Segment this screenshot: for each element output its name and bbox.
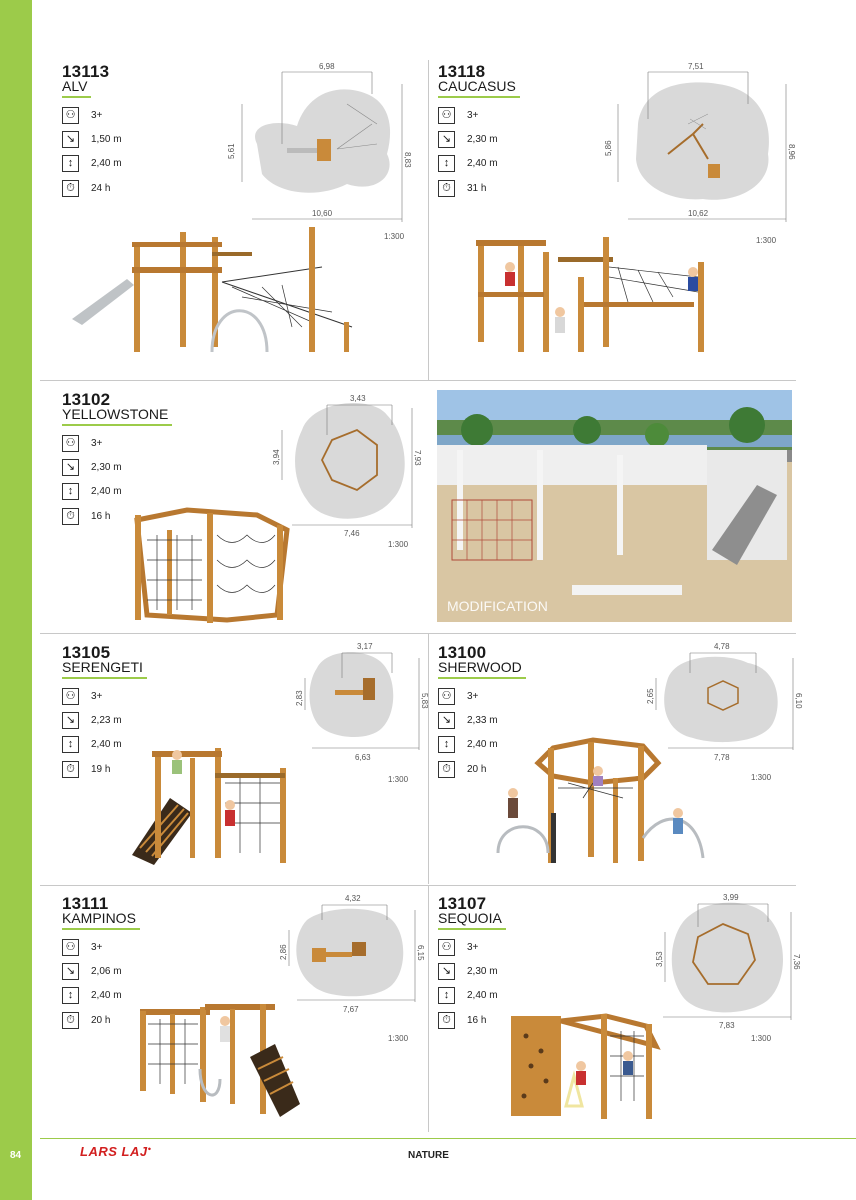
page-number: 84: [10, 1150, 22, 1161]
installation-time-icon: ⏱: [62, 761, 79, 778]
spec-install-time: ⏱ 16 h: [438, 1011, 486, 1030]
product-code: 13111: [62, 894, 109, 913]
spec-install-time: ⏱ 16 h: [62, 507, 110, 526]
installation-time-icon: ⏱: [62, 508, 79, 525]
scale-label: 1:300: [388, 540, 409, 549]
spec-fall-height: ↘ 2,30 m: [62, 458, 122, 477]
spec-free-height: ↕ 2,40 m: [438, 986, 498, 1005]
scale-label: 1:300: [751, 1034, 772, 1043]
svg-text:7,78: 7,78: [714, 753, 730, 762]
svg-text:8,96: 8,96: [787, 144, 796, 160]
svg-text:10,62: 10,62: [688, 209, 709, 218]
age-icon: ⚇: [438, 688, 455, 705]
product-render: [506, 1006, 666, 1126]
svg-text:6,63: 6,63: [355, 753, 371, 762]
spec-fall-height: ↘ 2,33 m: [438, 711, 498, 730]
spec-fall-height: ↘ 2,23 m: [62, 711, 122, 730]
svg-text:3,43: 3,43: [350, 394, 366, 403]
free-space-height-icon: ↕: [62, 987, 79, 1004]
brand-logo: LARS LAJ●: [80, 1144, 152, 1159]
product-name: CAUCASUS: [438, 78, 520, 98]
product-render: [127, 505, 297, 625]
footer-line: [40, 1138, 856, 1139]
age-icon: ⚇: [62, 107, 79, 124]
photo-image: [437, 390, 792, 622]
scale-label: 1:300: [388, 775, 409, 784]
free-space-height-icon: ↕: [438, 155, 455, 172]
product-code: 13100: [438, 643, 487, 662]
product-13107: [438, 893, 801, 1134]
svg-text:3,53: 3,53: [655, 951, 664, 967]
free-space-height-icon: ↕: [62, 483, 79, 500]
svg-text:5,86: 5,86: [604, 140, 613, 156]
product-code: 13107: [438, 894, 487, 913]
age-icon: ⚇: [62, 939, 79, 956]
installation-time-icon: ⏱: [62, 180, 79, 197]
age-icon: ⚇: [438, 107, 455, 124]
product-name: ALV: [62, 78, 91, 98]
spec-age: ⚇ 3+: [62, 938, 102, 957]
product-render: [130, 743, 290, 868]
spec-install-time: ⏱ 24 h: [62, 179, 110, 198]
svg-text:2,65: 2,65: [646, 688, 655, 704]
installation-time-icon: ⏱: [62, 1012, 79, 1029]
svg-text:7,36: 7,36: [792, 954, 801, 970]
spec-age: ⚇ 3+: [62, 106, 102, 125]
spec-free-height: ↕ 2,40 m: [62, 986, 122, 1005]
svg-text:7,93: 7,93: [413, 450, 422, 466]
product-name: YELLOWSTONE: [62, 406, 172, 426]
free-space-height-icon: ↕: [438, 736, 455, 753]
svg-text:7,83: 7,83: [719, 1021, 735, 1030]
fall-height-icon: ↘: [62, 712, 79, 729]
free-space-height-icon: ↕: [62, 155, 79, 172]
spec-install-time: ⏱ 20 h: [438, 760, 486, 779]
row-divider: [40, 885, 796, 886]
plan-diagram: [227, 62, 427, 224]
product-render: [458, 232, 758, 372]
product-render: [72, 227, 372, 377]
svg-text:6,10: 6,10: [794, 693, 803, 709]
spec-age: ⚇ 3+: [62, 434, 102, 453]
svg-text:3,17: 3,17: [357, 642, 373, 651]
installation-time-icon: ⏱: [438, 180, 455, 197]
svg-text:4,78: 4,78: [714, 642, 730, 651]
spec-fall-height: ↘ 2,06 m: [62, 962, 122, 981]
spec-free-height: ↕ 2,40 m: [62, 735, 122, 754]
spec-age: ⚇ 3+: [62, 687, 102, 706]
svg-text:7,67: 7,67: [343, 1005, 359, 1014]
product-13100: [438, 642, 803, 883]
spec-free-height: ↕ 2,40 m: [62, 154, 122, 173]
spec-free-height: ↕ 2,40 m: [62, 482, 122, 501]
product-name: SEQUOIA: [438, 910, 506, 930]
spec-free-height: ↕ 2,40 m: [438, 154, 498, 173]
row-divider: [40, 380, 796, 381]
scale-label: 1:300: [384, 232, 405, 241]
spec-install-time: ⏱ 20 h: [62, 1011, 110, 1030]
spec-fall-height: ↘ 2,30 m: [438, 962, 498, 981]
product-name: KAMPINOS: [62, 910, 140, 930]
product-render: [140, 999, 310, 1119]
svg-text:3,99: 3,99: [723, 893, 739, 902]
column-divider: [428, 634, 429, 884]
product-13118: [438, 62, 798, 378]
plan-diagram: [604, 62, 798, 224]
spec-fall-height: ↘ 2,30 m: [438, 130, 498, 149]
product-render: [493, 738, 718, 873]
registered-icon: ●: [147, 1146, 152, 1153]
age-icon: ⚇: [62, 435, 79, 452]
product-13102: [62, 390, 422, 630]
svg-text:6,15: 6,15: [416, 945, 425, 961]
column-divider: [428, 886, 429, 1132]
product-13111: [62, 894, 425, 1134]
scale-label: 1:300: [751, 773, 772, 782]
svg-text:2,83: 2,83: [295, 690, 304, 706]
svg-text:6,98: 6,98: [319, 62, 335, 71]
svg-text:7,51: 7,51: [688, 62, 704, 71]
svg-text:4,32: 4,32: [345, 894, 361, 903]
product-13113: [62, 62, 422, 378]
installation-photo: [437, 390, 792, 622]
svg-text:8,83: 8,83: [403, 152, 412, 168]
section-title: NATURE: [408, 1150, 449, 1161]
svg-text:7,46: 7,46: [344, 529, 360, 538]
fall-height-icon: ↘: [438, 131, 455, 148]
fall-height-icon: ↘: [438, 963, 455, 980]
product-code: 13105: [62, 643, 111, 662]
plan-diagram: [287, 638, 427, 768]
svg-text:10,60: 10,60: [312, 209, 333, 218]
free-space-height-icon: ↕: [62, 736, 79, 753]
fall-height-icon: ↘: [62, 459, 79, 476]
row-divider: [40, 633, 796, 634]
fall-height-icon: ↘: [62, 131, 79, 148]
scale-label: 1:300: [388, 1034, 409, 1043]
age-icon: ⚇: [438, 939, 455, 956]
plan-diagram: [643, 892, 803, 1032]
svg-text:5,83: 5,83: [420, 693, 429, 709]
product-code: 13118: [438, 62, 486, 81]
spec-age: ⚇ 3+: [438, 106, 478, 125]
scale-label: 1:300: [756, 236, 777, 245]
svg-text:3,94: 3,94: [272, 449, 281, 465]
product-code: 13113: [62, 62, 110, 81]
product-name: SHERWOOD: [438, 659, 526, 679]
svg-text:2,86: 2,86: [279, 944, 288, 960]
spec-free-height: ↕ 2,40 m: [438, 735, 498, 754]
fall-height-icon: ↘: [438, 712, 455, 729]
spec-install-time: ⏱ 31 h: [438, 179, 486, 198]
spec-age: ⚇ 3+: [438, 687, 478, 706]
svg-text:5,61: 5,61: [227, 143, 236, 159]
installation-time-icon: ⏱: [438, 761, 455, 778]
product-name: SERENGETI: [62, 659, 147, 679]
spec-age: ⚇ 3+: [438, 938, 478, 957]
column-divider: [428, 60, 429, 380]
spec-install-time: ⏱ 19 h: [62, 760, 110, 779]
product-13105: [62, 642, 429, 883]
photo-caption: MODIFICATION: [447, 598, 548, 614]
installation-time-icon: ⏱: [438, 1012, 455, 1029]
green-sidebar: [0, 0, 32, 1200]
fall-height-icon: ↘: [62, 963, 79, 980]
spec-fall-height: ↘ 1,50 m: [62, 130, 122, 149]
product-code: 13102: [62, 390, 111, 409]
age-icon: ⚇: [62, 688, 79, 705]
free-space-height-icon: ↕: [438, 987, 455, 1004]
